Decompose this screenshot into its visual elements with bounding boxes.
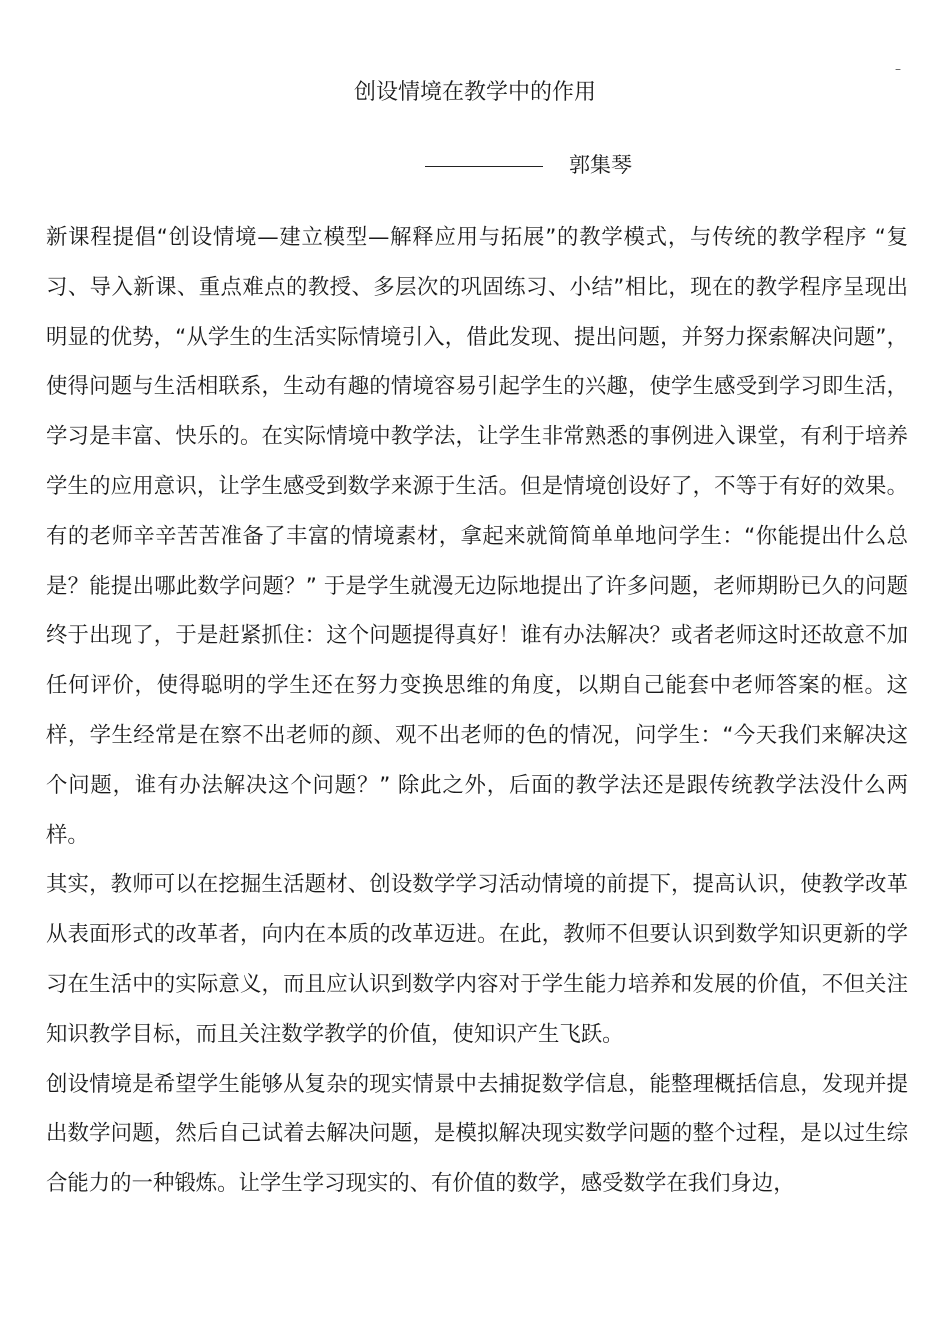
document-title: 创设情境在教学中的作用 bbox=[353, 80, 596, 105]
author-byline bbox=[425, 150, 632, 180]
paragraph: 新课程提倡“创设情境—建立模型—解释应用与拓展”的教学模式，与传统的教学程序 “复习、导入新课、重点难点的教授、多层次的巩固练习、小结”相比，现在的教学程序呈现出明显的优势，“从学生的生活实际情境引入，借此发现、提出问题，并努力探索解决问题”，使得问题与生活相联系，生动有趣的情境容易引起学生的兴趣，使学生感受到学习即生活，学习是丰富、快乐的。在实际情境中教学法，让学生非常熟悉的事例进入课堂，有利于培养学生的应用意识，让学生感受到数学来源于生活。但是情境创设好了，不等于有好的效果。有的老师辛辛苦苦准备了丰富的情境素材，拿起来就简简单单地问学生：“你能提出什么总是？能提出哪此数学问题？” 于是学生就漫无边际地提出了许多问题，老师期盼已久的问题终于出现了，于是赶紧抓住：这个问题提得真好！谁有办法解决？或者老师这时还故意不加任何评价，使得聪明的学生还在努力变换思维的角度，以期自己能套中老师答案的框。这样，学生经常是在察不出老师的颜、观不出老师的色的情况，问学生：“今天我们来解决这个问题，谁有办法解决这个问题？” 除此之外，后面的教学法还是跟传统教学法没什么两样。 bbox=[46, 225, 908, 848]
corner-mark: – bbox=[895, 62, 901, 76]
byline-dash-rule bbox=[425, 166, 543, 167]
paragraph: 其实，教师可以在挖掘生活题材、创设数学学习活动情境的前提下，提高认识，使教学改革从表面形式的改革者，向内在本质的改革迈进。在此，教师不但要认识到数学知识更新的学习在生活中的实际意义，而且应认识到数学内容对于学生能力培养和发展的价值，不但关注知识教学目标，而且关注数学教学的价值，使知识产生飞跃。 bbox=[46, 872, 908, 1047]
paragraph: 创设情境是希望学生能够从复杂的现实情景中去捕捉数学信息，能整理概括信息，发现并提出数学问题，然后自己试着去解决问题，是模拟解决现实数学问题的整个过程，是以过生综合能力的一种锻炼。让学生学习现实的、有价值的数学，感受数学在我们身边， bbox=[46, 1071, 908, 1197]
document-body bbox=[46, 213, 908, 1209]
author-name: 郭集琴 bbox=[569, 153, 632, 177]
